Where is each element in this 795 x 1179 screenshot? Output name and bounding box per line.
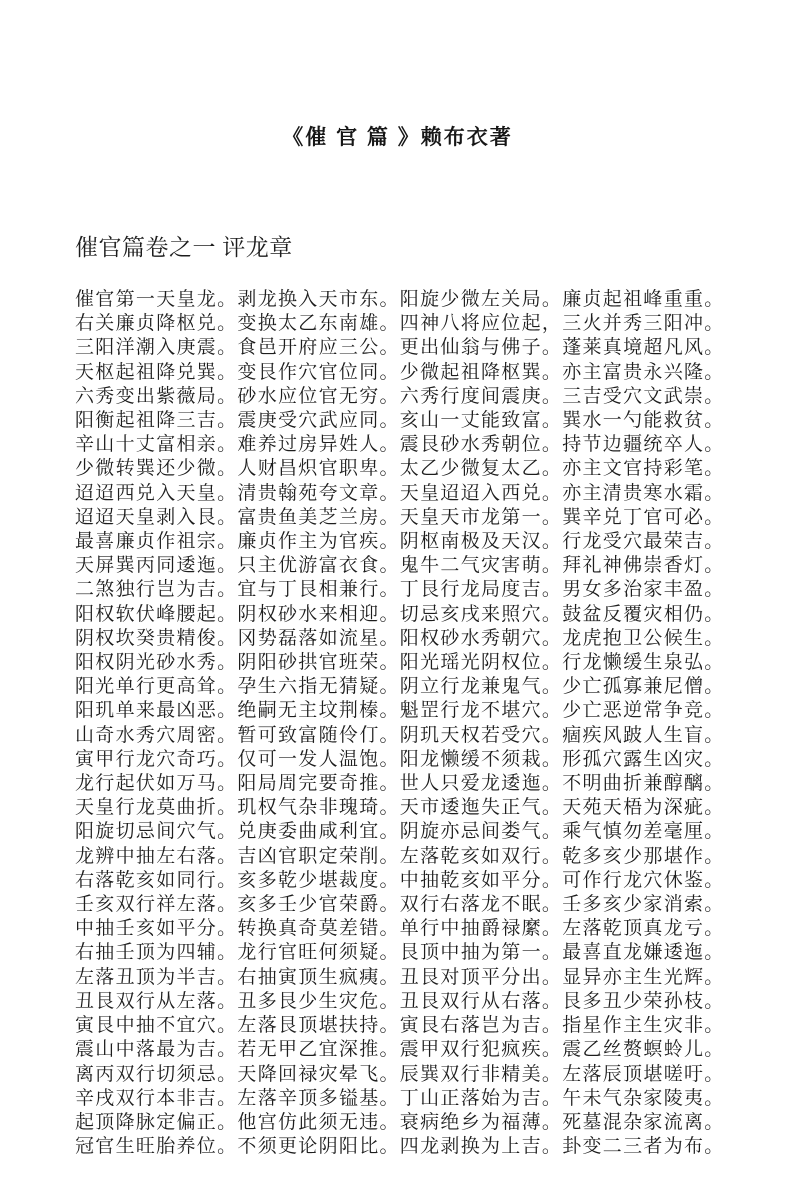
- verse-line: 最喜廉贞作祖宗。廉贞作主为官疾。阴枢南极及天汉。行龙受穴最荣吉。: [75, 531, 725, 553]
- verse-line: 阳光单行更高耸。孕生六指无猜疑。阴立行龙兼鬼气。少亡孤寡兼尼僧。: [75, 676, 725, 698]
- verse-line: 离丙双行切须忌。天降回禄灾晕飞。辰巽双行非精美。左落辰顶堪嗟吁。: [75, 1063, 725, 1085]
- verse-line: 山奇水秀穴周密。暂可致富随伶仃。阴玑天权若受穴。痼疾风跛人生盲。: [75, 724, 725, 746]
- verse-line: 阳旋切忌间穴气。兑庚委曲咸利宜。阴旋亦忌间娄气。乘气慎勿差毫厘。: [75, 821, 725, 843]
- verse-line: 中抽壬亥如平分。转换真奇莫差错。单行中抽爵禄縻。左落乾顶真龙亏。: [75, 918, 725, 940]
- verse-line: 丑艮双行从左落。丑多艮少生灾危。丑艮双行从右落。艮多丑少荣孙枝。: [75, 990, 725, 1012]
- verse-line: 阴权坎癸贵精俊。冈势磊落如流星。阳权砂水秀朝穴。龙虎抱卫公候生。: [75, 627, 725, 649]
- verse-line: 壬亥双行祥左落。亥多壬少官荣爵。双行右落龙不眠。壬多亥少家消索。: [75, 894, 725, 916]
- verse-line: 右落乾亥如同行。亥多乾少堪裁度。中抽乾亥如平分。可作行龙穴休鉴。: [75, 869, 725, 891]
- verse-line: 二煞独行岂为吉。宜与丁艮相兼行。丁艮行龙局度吉。男女多治家丰盈。: [75, 579, 725, 601]
- verse-line: 右抽壬顶为四辅。龙行官旺何须疑。艮顶中抽为第一。最喜直龙嫌逶迤。: [75, 942, 725, 964]
- verse-line: 龙行起伏如万马。阳局周完要奇推。世人只爱龙逶迤。不明曲折兼醇醨。: [75, 773, 725, 795]
- verse-line: 少微转巽还少微。人财昌炽官职卑。太乙少微复太乙。亦主文官持彩笔。: [75, 458, 725, 480]
- verse-line: 左落丑顶为半吉。右抽寅顶生疯痍。丑艮对顶平分出。显异亦主生光辉。: [75, 966, 725, 988]
- verse-line: 辛戌双行本非吉。左落辛顶多镒基。丁山正落始为吉。午未气杂家陵夷。: [75, 1087, 725, 1109]
- verse-body: [75, 288, 740, 1159]
- chapter-heading: 催官篇卷之一 评龙章: [75, 235, 293, 260]
- verse-line: 冠官生旺胎养位。不须更论阴阳比。四龙剥换为上吉。卦变二三者为布。: [75, 1136, 725, 1158]
- verse-line: 天枢起祖降兑巽。变艮作穴官位同。少微起祖降枢巽。亦主富贵永兴隆。: [75, 361, 725, 383]
- verse-line: 寅艮中抽不宜穴。左落艮顶堪扶持。寅艮右落岂为吉。指星作主生灾非。: [75, 1015, 725, 1037]
- verse-line: 起顶降脉定偏正。他宫仿此须无违。衰病绝乡为福薄。死墓混杂家流离。: [75, 1111, 725, 1133]
- verse-line: 天皇行龙莫曲折。玑权气杂非瑰琦。天市逶迤失正气。天苑天梧为深疵。: [75, 797, 725, 819]
- verse-line: 迢迢天皇剥入艮。富贵鱼美芝兰房。天皇天市龙第一。巽辛兑丁官可必。: [75, 506, 725, 528]
- verse-line: 天屏巽丙同逶迤。只主优游富衣食。鬼牛二气灾害萌。拜礼神佛崇香灯。: [75, 555, 725, 577]
- verse-line: 寅甲行龙穴奇巧。仅可一发人温饱。阳龙懒缓不须栽。形孤穴露生凶灾。: [75, 748, 725, 770]
- verse-line: 三阳洋潮入庚震。食邑开府应三公。更出仙翁与佛子。蓬莱真境超凡风。: [75, 337, 725, 359]
- verse-line: 迢迢西兑入天皇。清贵翰苑夸文章。天皇迢迢入西兑。亦主清贵寒水霜。: [75, 482, 725, 504]
- document-title: 《催 官 篇 》赖布衣著: [282, 126, 513, 149]
- verse-line: 辛山十丈富相亲。难养过房异姓人。震艮砂水秀朝位。持节边疆统卒人。: [75, 434, 725, 456]
- verse-line: 震山中落最为吉。若无甲乙宜深推。震甲双行犯疯疾。震乙丝赘螟蛉儿。: [75, 1039, 725, 1061]
- verse-line: 右关廉贞降枢兑。变换太乙东南雄。四神八将应位起，三火并秀三阳冲。: [75, 313, 725, 335]
- verse-line: 六秀变出紫薇局。砂水应位官无穷。六秀行度间震庚。三吉受穴文武崇。: [75, 385, 725, 407]
- verse-line: 阳权软伏峰腰起。阴权砂水来相迎。切忌亥戌来照穴。鼓盆反覆灾相仍。: [75, 603, 725, 625]
- verse-line: 龙辨中抽左右落。吉凶官职定荣削。左落乾亥如双行。乾多亥少那堪作。: [75, 845, 725, 867]
- verse-line: 阳衡起祖降三吉。震庚受穴武应同。亥山一丈能致富。巽水一勺能救贫。: [75, 410, 725, 432]
- verse-line: 阳权阴光砂水秀。阴阳砂拱官班荣。阳光瑶光阴权位。行龙懒缓生泉弘。: [75, 652, 725, 674]
- verse-line: 阳玑单来最凶恶。绝嗣无主坟荆榛。魁罡行龙不堪穴。少亡恶逆常争竞。: [75, 700, 725, 722]
- verse-line: 催官第一天皇龙。剥龙换入天市东。阳旋少微左关局。廉贞起祖峰重重。: [75, 289, 725, 310]
